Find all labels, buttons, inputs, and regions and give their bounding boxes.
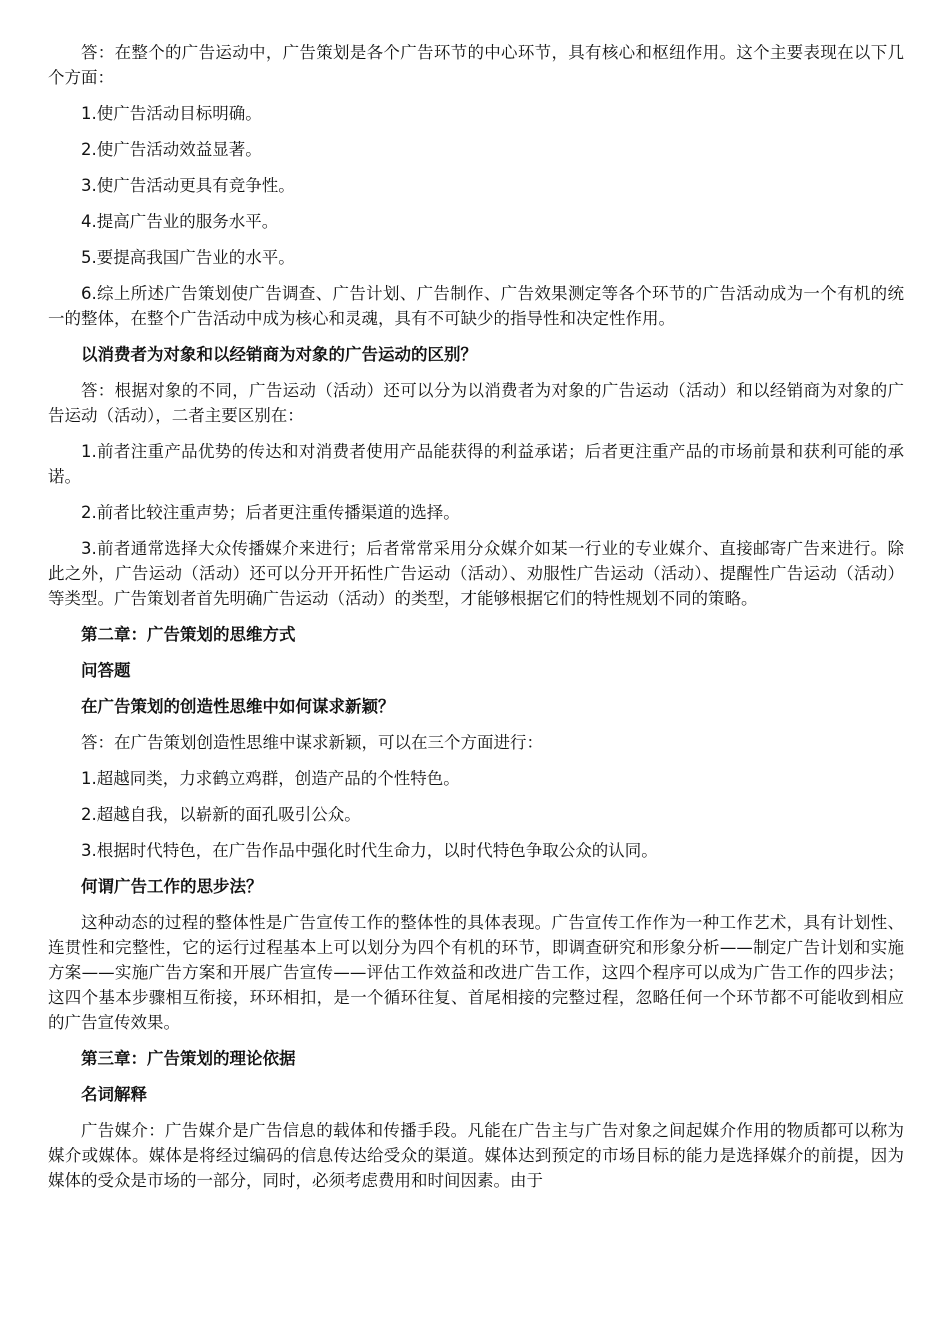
list-item: 1.前者注重产品优势的传达和对消费者使用产品能获得的利益承诺；后者更注重产品的市场前景和获利可能的承诺。	[48, 442, 904, 486]
list-item: 2.使广告活动效益显著。	[81, 140, 262, 159]
list-item: 2.前者比较注重声势；后者更注重传播渠道的选择。	[81, 503, 460, 522]
answer-paragraph: 答：在广告策划创造性思维中谋求新颖，可以在三个方面进行：	[81, 733, 543, 752]
list-item: 1.使广告活动目标明确。	[81, 104, 262, 123]
definition-paragraph: 广告媒介：广告媒介是广告信息的载体和传播手段。凡能在广告主与广告对象之间起媒介作用的物质都可以称为媒介或媒体。媒体是将经过编码的信息传达给受众的渠道。媒体达到预定的市场目标的能力是选择媒介的前提，因为媒体的受众是市场的一部分，同时，必须考虑费用和时间因素。由于	[48, 1121, 904, 1190]
list-item: 5.要提高我国广告业的水平。	[81, 248, 295, 267]
list-item: 3.前者通常选择大众传播媒介来进行；后者常常采用分众媒介如某一行业的专业媒介、直接邮寄广告来进行。除此之外，广告运动（活动）还可以分开开拓性广告运动（活动）、劝服性广告运动（活动）、提醒性广告运动（活动）等类型。广告策划者首先明确广告运动（活动）的类型，才能够根据它们的特性规划不同的策略。	[48, 539, 904, 608]
chapter-heading: 第三章：广告策划的理论依据	[81, 1049, 296, 1068]
question-heading: 何谓广告工作的思步法？	[81, 877, 263, 896]
answer-paragraph: 答：在整个的广告运动中，广告策划是各个广告环节的中心环节，具有核心和枢纽作用。这个主要表现在以下几个方面：	[48, 43, 904, 87]
answer-paragraph: 答：根据对象的不同，广告运动（活动）还可以分为以消费者为对象的广告运动（活动）和以经销商为对象的广告运动（活动），二者主要区别在：	[48, 381, 904, 425]
list-item: 3.根据时代特色，在广告作品中强化时代生命力，以时代特色争取公众的认同。	[81, 841, 658, 860]
list-item: 1.超越同类，力求鹤立鸡群，创造产品的个性特色。	[81, 769, 460, 788]
question-heading: 在广告策划的创造性思维中如何谋求新颖？	[81, 697, 395, 716]
list-item: 2.超越自我，以崭新的面孔吸引公众。	[81, 805, 361, 824]
chapter-heading: 第二章：广告策划的思维方式	[81, 625, 296, 644]
list-item: 4.提高广告业的服务水平。	[81, 212, 279, 231]
section-heading: 问答题	[81, 661, 131, 680]
question-heading: 以消费者为对象和以经销商为对象的广告运动的区别？	[81, 345, 477, 364]
list-item: 3.使广告活动更具有竞争性。	[81, 176, 295, 195]
answer-paragraph: 这种动态的过程的整体性是广告宣传工作的整体性的具体表现。广告宣传工作作为一种工作艺术，具有计划性、连贯性和完整性，它的运行过程基本上可以划分为四个有机的环节，即调查研究和形象分析——制定广告计划和实施方案——实施广告方案和开展广告宣传——评估工作效益和改进广告工作，这四个程序可以成为广告工作的四步法；这四个基本步骤相互衔接，环环相扣，是一个循环往复、首尾相接的完整过程，忽略任何一个环节都不可能收到相应的广告宣传效果。	[48, 913, 904, 1032]
list-item: 6.综上所述广告策划使广告调查、广告计划、广告制作、广告效果测定等各个环节的广告活动成为一个有机的统一的整体，在整个广告活动中成为核心和灵魂，具有不可缺少的指导性和决定性作用。	[48, 284, 904, 328]
document-page	[48, 40, 904, 1204]
section-heading: 名词解释	[81, 1085, 147, 1104]
